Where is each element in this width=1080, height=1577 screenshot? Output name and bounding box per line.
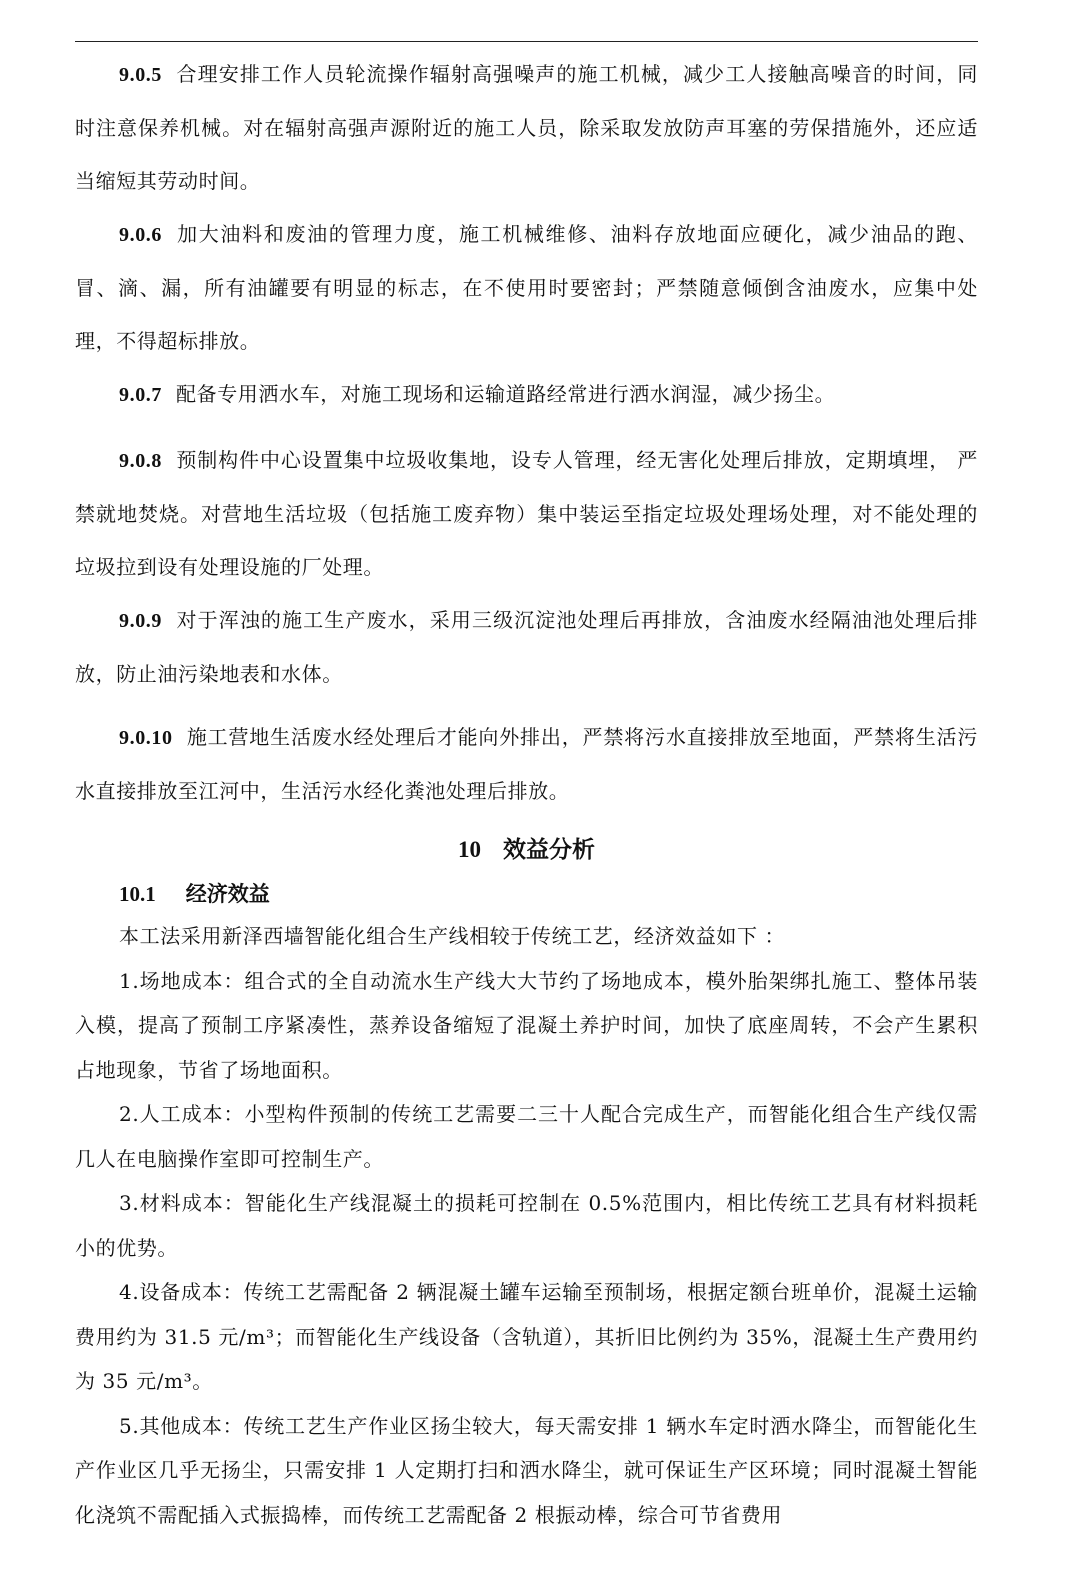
section-heading [75, 874, 978, 914]
chapter-number: 10 [458, 837, 481, 862]
clause-number: 9.0.8 [119, 450, 162, 472]
section-title: 经济效益 [185, 881, 270, 906]
header-rule [75, 41, 978, 42]
equipment-cost-paragraph: 4.设备成本：传统工艺需配备 2 辆混凝土罐车运输至预制场，根据定额台班单价，混凝土运输费用约为 31.5 元/m³；而智能化生产线设备（含轨道），其折旧比例约为 35%，混凝土生产费用约为 35 元/m³。 [75, 1280, 978, 1393]
site-cost-paragraph: 1.场地成本：组合式的全自动流水生产线大大节约了场地成本，模外胎架绑扎施工、整体吊装入模，提高了预制工序紧凑性，蒸养设备缩短了混凝土养护时间，加快了底座周转，不会产生累积占地现象，节省了场地面积。 [75, 968, 978, 1082]
clause-text: 加大油料和废油的管理力度，施工机械维修、油料存放地面应硬化，减少油品的跑、冒、滴、漏，所有油罐要有明显的标志，在不使用时要密封；严禁随意倾倒含油废水，应集中处理，不得超标排放。 [75, 222, 978, 353]
intro-paragraph: 本工法采用新泽西墙智能化组合生产线相较于传统工艺，经济效益如下 ： [119, 924, 786, 948]
chapter-heading [75, 826, 978, 874]
material-cost-paragraph: 3.材料成本：智能化生产线混凝土的损耗可控制在 0.5%范围内，相比传统工艺具有材料损耗小的优势。 [75, 1191, 978, 1260]
clause-9-0-5 [75, 48, 978, 208]
chapter-title: 效益分析 [503, 836, 595, 863]
clause-number: 9.0.7 [119, 384, 162, 406]
clause-9-0-7 [75, 368, 978, 422]
page-content [75, 48, 978, 1537]
clause-9-0-8 [75, 434, 978, 594]
clause-9-0-10 [75, 711, 978, 818]
clause-number: 9.0.9 [119, 610, 162, 632]
labor-cost-paragraph: 2.人工成本：小型构件预制的传统工艺需要二三十人配合完成生产，而智能化组合生产线仅需几人在电脑操作室即可控制生产。 [75, 1102, 978, 1171]
clause-number: 9.0.6 [119, 224, 162, 246]
clause-number: 9.0.5 [119, 64, 162, 86]
clause-number: 9.0.10 [119, 727, 173, 749]
section-number: 10.1 [119, 882, 156, 906]
clause-text: 配备专用洒水车，对施工现场和运输道路经常进行洒水润湿，减少扬尘。 [176, 382, 836, 406]
clause-text: 对于浑浊的施工生产废水，采用三级沉淀池处理后再排放，含油废水经隔油池处理后排放，防止油污染地表和水体。 [75, 608, 978, 686]
clause-9-0-9 [75, 594, 978, 701]
clause-text: 预制构件中心设置集中垃圾收集地，设专人管理，经无害化处理后排放，定期填埋， 严禁就地焚烧。对营地生活垃圾（包括施工废弃物）集中装运至指定垃圾处理场处理，对不能处理的垃圾拉到设有处理设施的厂处理。 [75, 448, 978, 579]
other-cost-paragraph: 5.其他成本：传统工艺生产作业区扬尘较大，每天需安排 1 辆水车定时洒水降尘，而智能化生产作业区几乎无扬尘，只需安排 1 人定期打扫和洒水降尘，就可保证生产区环境；同时混凝土智能化浇筑不需配插入式振捣棒，而传统工艺需配备 2 根振动棒，综合可节省费用 [75, 1413, 978, 1527]
clause-text: 合理安排工作人员轮流操作辐射高强噪声的施工机械，减少工人接触高噪音的时间，同时注意保养机械。对在辐射高强声源附近的施工人员，除采取发放防声耳塞的劳保措施外，还应适当缩短其劳动时间。 [75, 62, 978, 193]
clause-9-0-6 [75, 208, 978, 368]
clause-text: 施工营地生活废水经处理后才能向外排出，严禁将污水直接排放至地面，严禁将生活污水直接排放至江河中，生活污水经化粪池处理后排放。 [75, 725, 978, 803]
